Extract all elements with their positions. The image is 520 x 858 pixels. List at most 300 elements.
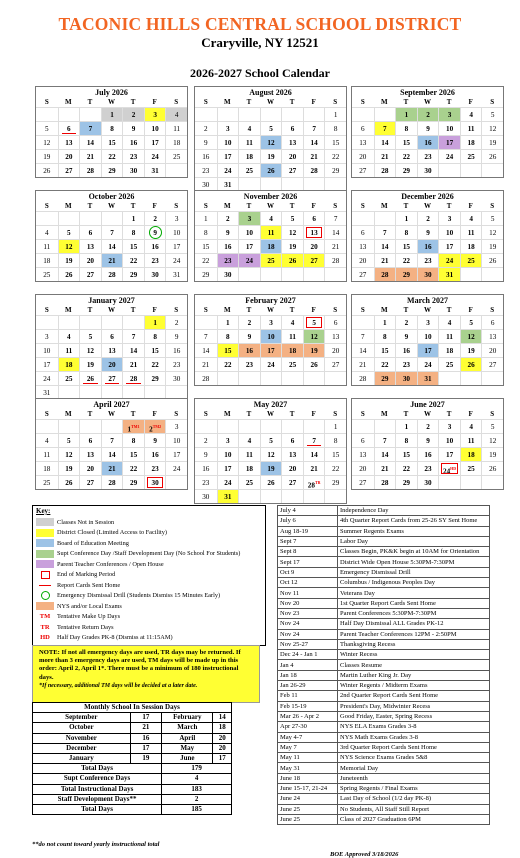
weekday-label: W: [266, 306, 274, 314]
day-cell: 26: [58, 267, 80, 281]
day-cell: 24: [238, 253, 260, 267]
weekday-label: M: [381, 306, 388, 314]
event-description: President's Day, Midwinter Recess: [338, 701, 490, 711]
day-cell: 3: [438, 107, 460, 121]
day-cell: 30: [417, 267, 439, 281]
day-count: 17: [130, 713, 161, 723]
day-cell: 12: [36, 135, 58, 149]
key-swatch: [36, 602, 54, 610]
event-date: June 15-17, 21-24: [278, 784, 338, 794]
day-cell: 24: [217, 163, 239, 177]
month-august-2026: [194, 86, 347, 192]
day-cell: 30: [217, 267, 239, 281]
empty-cell: [217, 419, 239, 433]
day-cell: 4: [281, 315, 303, 329]
day-count: 14: [213, 713, 232, 723]
day-cell: 11: [438, 329, 460, 343]
event-date: Nov 11: [278, 588, 338, 598]
weekday-label: T: [246, 98, 252, 106]
month-december-2026: [351, 190, 504, 282]
day-cell: 10: [165, 433, 187, 447]
weekday-label: M: [381, 410, 388, 418]
day-cell: 20: [303, 239, 325, 253]
day-cell: 30: [417, 163, 439, 177]
weekday-label: T: [403, 410, 409, 418]
month-april-2027: [35, 398, 188, 490]
day-cell: 19: [58, 253, 80, 267]
day-cell: 14: [303, 447, 325, 461]
event-row: [278, 619, 490, 629]
day-count: 17: [130, 743, 161, 753]
day-cell: 9: [238, 329, 260, 343]
day-cell: 16: [195, 461, 217, 475]
empty-cell: [36, 315, 58, 329]
day-cell: 28: [101, 475, 123, 489]
day-cell: 1: [395, 211, 417, 225]
month-title: April 2027: [93, 400, 130, 409]
key-item: [33, 612, 265, 623]
empty-cell: [281, 489, 303, 503]
day-cell: 9: [144, 225, 166, 239]
weekday-label: T: [446, 410, 452, 418]
day-cell: 4: [260, 211, 282, 225]
day-cell: 17: [144, 135, 166, 149]
key-item: [33, 517, 265, 528]
event-date: May 4-7: [278, 732, 338, 742]
event-date: Jan 4: [278, 660, 338, 670]
summary-value: 4: [162, 774, 232, 784]
empty-cell: [101, 211, 123, 225]
day-cell: 14: [195, 343, 217, 357]
event-date: Mar 26 - Apr 2: [278, 711, 338, 721]
day-cell: 22: [374, 357, 396, 371]
empty-cell: [238, 107, 260, 121]
weekday-label: T: [446, 202, 452, 210]
weekday-label: S: [333, 306, 338, 314]
day-cell: 18: [58, 357, 80, 371]
key-label: Tentative Make Up Days: [57, 613, 121, 621]
event-description: Labor Day: [338, 536, 490, 546]
day-cell: 13: [352, 239, 374, 253]
month-name: January: [33, 753, 131, 763]
day-cell: 18: [165, 135, 187, 149]
weekday-label: M: [224, 410, 231, 418]
day-cell: 30: [395, 371, 417, 385]
weekday-label: S: [490, 410, 495, 418]
day-cell: 20: [281, 461, 303, 475]
day-cell: 7: [324, 211, 346, 225]
month-name: June: [162, 753, 213, 763]
day-cell: 20: [58, 149, 80, 163]
day-cell: 8: [122, 433, 144, 447]
day-cell: 26: [36, 163, 58, 177]
day-cell: 1: [324, 419, 346, 433]
day-cell: 22: [195, 253, 217, 267]
day-cell: 21: [303, 149, 325, 163]
day-cell: 25: [36, 475, 58, 489]
month-name: May: [162, 743, 213, 753]
day-cell: 13: [352, 447, 374, 461]
day-annotation: TM1: [131, 424, 140, 429]
event-row: [278, 722, 490, 732]
day-cell: 1: [395, 107, 417, 121]
weekday-label: F: [152, 410, 157, 418]
day-cell: 1: [374, 315, 396, 329]
event-row: [278, 814, 490, 824]
day-cell: 23: [195, 475, 217, 489]
day-cell: 29: [395, 475, 417, 489]
day-cell: 27: [303, 253, 325, 267]
weekday-label: S: [490, 306, 495, 314]
day-cell: 4: [460, 211, 482, 225]
day-cell: 7: [101, 433, 123, 447]
day-cell: 16: [417, 447, 439, 461]
day-cell: 12: [58, 239, 80, 253]
day-cell: 5: [79, 329, 101, 343]
day-cell: 13: [79, 239, 101, 253]
day-cell: 25: [238, 475, 260, 489]
day-cell: 2: [417, 419, 439, 433]
weekday-label: S: [174, 98, 179, 106]
day-cell: 19: [36, 149, 58, 163]
empty-cell: [324, 371, 346, 385]
day-cell: 29: [195, 267, 217, 281]
key-swatch: [36, 581, 54, 589]
day-cell: 13: [79, 447, 101, 461]
weekday-label: F: [468, 410, 473, 418]
weekday-label: M: [65, 306, 72, 314]
day-cell: 1: [195, 211, 217, 225]
empty-cell: [303, 267, 325, 281]
event-row: [278, 650, 490, 660]
day-annotation: HD: [450, 466, 457, 471]
day-cell: 27: [481, 357, 503, 371]
day-cell: 18: [438, 343, 460, 357]
day-cell: $24^{HD}$: [438, 461, 460, 475]
day-cell: 11: [460, 225, 482, 239]
event-row: [278, 742, 490, 752]
summary-label: Total Instructional Days: [33, 784, 162, 794]
key-swatch: [36, 518, 54, 526]
empty-cell: [460, 475, 482, 489]
empty-cell: [281, 267, 303, 281]
day-cell: 24: [217, 475, 239, 489]
day-cell: 12: [281, 225, 303, 239]
empty-cell: [260, 177, 282, 191]
empty-cell: [481, 267, 503, 281]
day-cell: 23: [417, 461, 439, 475]
empty-cell: [281, 177, 303, 191]
key-label: Emergency Dismissal Drill (Students Dismiss 15 Minutes Early): [57, 592, 221, 600]
empty-cell: [101, 385, 123, 399]
day-cell: 16: [144, 447, 166, 461]
weekday-label: T: [446, 98, 452, 106]
day-cell: 16: [417, 135, 439, 149]
day-cell: 15: [395, 447, 417, 461]
day-cell: 10: [438, 433, 460, 447]
weekday-label: T: [289, 202, 295, 210]
key-item: [33, 601, 265, 612]
day-cell: 5: [303, 315, 325, 329]
event-description: Half Day Dismissal ALL Grades PK-12: [338, 619, 490, 629]
day-cell: 16: [238, 343, 260, 357]
empty-cell: [481, 475, 503, 489]
day-cell: 28: [374, 267, 396, 281]
day-cell: 8: [324, 121, 346, 135]
empty-cell: [195, 107, 217, 121]
event-description: Parent Teacher Conferences 12PM - 2:50PM: [338, 629, 490, 639]
weekday-label: S: [44, 306, 49, 314]
day-cell: 25: [165, 149, 187, 163]
day-cell: 7: [195, 329, 217, 343]
day-cell: 8: [101, 121, 123, 135]
day-cell: 2: [217, 211, 239, 225]
day-cell: 19: [481, 447, 503, 461]
day-cell: 24: [438, 149, 460, 163]
district-location: Craryville, NY 12521: [201, 35, 319, 50]
day-cell: 15: [395, 135, 417, 149]
empty-cell: [352, 419, 374, 433]
day-cell: 22: [324, 461, 346, 475]
key-label: End of Marking Period: [57, 571, 116, 579]
empty-cell: [438, 163, 460, 177]
day-cell: 9: [165, 329, 187, 343]
weekday-label: W: [107, 306, 115, 314]
event-row: [278, 794, 490, 804]
day-cell: 4: [460, 107, 482, 121]
empty-cell: [165, 163, 187, 177]
day-cell: 10: [438, 225, 460, 239]
month-name: November: [33, 733, 131, 743]
day-count: 19: [130, 753, 161, 763]
weekday-label: W: [107, 98, 115, 106]
day-cell: 2: [195, 433, 217, 447]
event-date: Jan 18: [278, 670, 338, 680]
day-cell: 25: [58, 371, 80, 385]
weekday-label: T: [289, 98, 295, 106]
day-cell: 27: [58, 163, 80, 177]
day-cell: 19: [260, 149, 282, 163]
day-cell: 23: [144, 253, 166, 267]
day-cell: 26: [481, 461, 503, 475]
day-cell: 31: [144, 163, 166, 177]
empty-cell: [438, 371, 460, 385]
empty-cell: [217, 107, 239, 121]
table-row: [33, 723, 232, 733]
day-cell: 7: [79, 121, 101, 135]
summary-value: 179: [162, 764, 232, 774]
weekday-label: F: [311, 410, 316, 418]
day-cell: 22: [122, 461, 144, 475]
empty-cell: [144, 385, 166, 399]
event-description: No Students, All Staff Still Report: [338, 804, 490, 814]
weekday-label: T: [130, 306, 136, 314]
event-description: Independence Day: [338, 506, 490, 516]
day-cell: 6: [352, 433, 374, 447]
day-count: 18: [213, 723, 232, 733]
day-cell: 23: [217, 253, 239, 267]
day-cell: 4: [36, 433, 58, 447]
day-cell: 31: [438, 267, 460, 281]
day-cell: 11: [238, 447, 260, 461]
day-cell: 25: [238, 163, 260, 177]
event-row: [278, 639, 490, 649]
day-cell: 17: [165, 447, 187, 461]
key-item: [33, 570, 265, 581]
day-cell: 3: [217, 121, 239, 135]
day-cell: 28: [122, 371, 144, 385]
day-cell: 17: [165, 239, 187, 253]
empty-cell: [303, 177, 325, 191]
day-cell: 26: [260, 475, 282, 489]
weekday-label: F: [468, 306, 473, 314]
calendar-key: [32, 505, 266, 646]
day-cell: 10: [144, 121, 166, 135]
day-cell: 12: [481, 433, 503, 447]
weekday-label: M: [224, 202, 231, 210]
event-description: Thanksgiving Recess: [338, 639, 490, 649]
event-description: NYS Math Exams Grades 3-8: [338, 732, 490, 742]
day-cell: 22: [395, 253, 417, 267]
day-cell: 22: [101, 149, 123, 163]
event-row: [278, 557, 490, 567]
event-description: Class of 2027 Graduation 6PM: [338, 814, 490, 824]
day-count: 21: [130, 723, 161, 733]
day-cell: 11: [36, 447, 58, 461]
day-cell: 17: [217, 461, 239, 475]
day-cell: 14: [101, 239, 123, 253]
event-row: [278, 588, 490, 598]
key-swatch: TR: [40, 623, 50, 631]
day-cell: 6: [352, 121, 374, 135]
day-cell: 6: [281, 121, 303, 135]
day-cell: 14: [79, 135, 101, 149]
day-cell: 23: [238, 357, 260, 371]
weekday-label: T: [403, 98, 409, 106]
day-cell: 25: [460, 253, 482, 267]
day-cell: 31: [165, 267, 187, 281]
weekday-label: F: [311, 306, 316, 314]
event-description: Juneteenth: [338, 773, 490, 783]
empty-cell: [165, 475, 187, 489]
day-cell: 18: [460, 447, 482, 461]
day-cell: 18: [36, 253, 58, 267]
weekday-label: M: [224, 98, 231, 106]
event-date: Sept 7: [278, 536, 338, 546]
day-cell: 1: [217, 315, 239, 329]
day-cell: 5: [481, 211, 503, 225]
event-date: Nov 24: [278, 619, 338, 629]
day-cell: 20: [481, 343, 503, 357]
day-cell: 1: [395, 419, 417, 433]
weekday-label: T: [87, 410, 93, 418]
event-description: NYS ELA Exams Grades 3-8: [338, 722, 490, 732]
day-cell: 2: [122, 107, 144, 121]
event-row: [278, 784, 490, 794]
day-cell: 16: [395, 343, 417, 357]
empty-cell: [281, 371, 303, 385]
day-cell: 17: [438, 239, 460, 253]
key-item: [33, 538, 265, 549]
empty-cell: [460, 267, 482, 281]
key-item: [33, 559, 265, 570]
day-cell: 21: [195, 357, 217, 371]
event-row: [278, 773, 490, 783]
weekday-label: M: [65, 410, 72, 418]
event-date: June 25: [278, 814, 338, 824]
day-cell: 16: [217, 239, 239, 253]
weekday-label: S: [203, 306, 208, 314]
event-date: May 7: [278, 742, 338, 752]
day-cell: 29: [101, 163, 123, 177]
day-cell: 15: [144, 343, 166, 357]
event-description: Parent Conferences 5:30PM-7:30PM: [338, 608, 490, 618]
event-row: [278, 629, 490, 639]
month-name: December: [33, 743, 131, 753]
day-cell: $2^{TM2}$: [144, 419, 166, 433]
day-cell: 3: [144, 107, 166, 121]
day-cell: 15: [217, 343, 239, 357]
day-cell: 12: [58, 447, 80, 461]
day-cell: 20: [352, 461, 374, 475]
district-title: TACONIC HILLS CENTRAL SCHOOL DISTRICT: [58, 14, 462, 34]
day-cell: 30: [195, 177, 217, 191]
day-cell: 10: [260, 329, 282, 343]
day-cell: 24: [144, 149, 166, 163]
day-cell: 19: [58, 461, 80, 475]
summary-value: 183: [162, 784, 232, 794]
month-february-2027: [194, 294, 347, 386]
day-cell: 14: [374, 239, 396, 253]
empty-cell: [303, 419, 325, 433]
month-july-2026: [35, 86, 188, 178]
day-cell: 25: [36, 267, 58, 281]
day-cell: 31: [417, 371, 439, 385]
month-title: August 2026: [249, 88, 292, 97]
day-cell: 28: [374, 163, 396, 177]
day-cell: 12: [79, 343, 101, 357]
day-cell: 22: [217, 357, 239, 371]
key-label: District Closed (Limited Access to Facility): [57, 529, 168, 537]
day-cell: 15: [122, 239, 144, 253]
day-cell: 18: [281, 343, 303, 357]
day-cell: 6: [352, 225, 374, 239]
empty-cell: [324, 267, 346, 281]
weekday-label: S: [360, 410, 365, 418]
key-swatch: [36, 560, 54, 568]
day-cell: 2: [395, 315, 417, 329]
day-cell: 28: [324, 253, 346, 267]
day-cell: 8: [395, 433, 417, 447]
day-cell: 3: [217, 433, 239, 447]
weekday-label: F: [468, 202, 473, 210]
month-title: May 2027: [253, 400, 288, 409]
event-date: Nov 25-27: [278, 639, 338, 649]
day-cell: 24: [260, 357, 282, 371]
weekday-label: S: [203, 202, 208, 210]
day-cell: 2: [417, 211, 439, 225]
day-cell: 3: [36, 329, 58, 343]
day-cell: 17: [238, 239, 260, 253]
day-cell: 9: [395, 329, 417, 343]
day-cell: 2: [417, 107, 439, 121]
empty-cell: [101, 315, 123, 329]
day-cell: 21: [122, 357, 144, 371]
day-cell: 4: [58, 329, 80, 343]
day-cell: 5: [281, 211, 303, 225]
day-cell: 13: [303, 225, 325, 239]
event-row: [278, 732, 490, 742]
